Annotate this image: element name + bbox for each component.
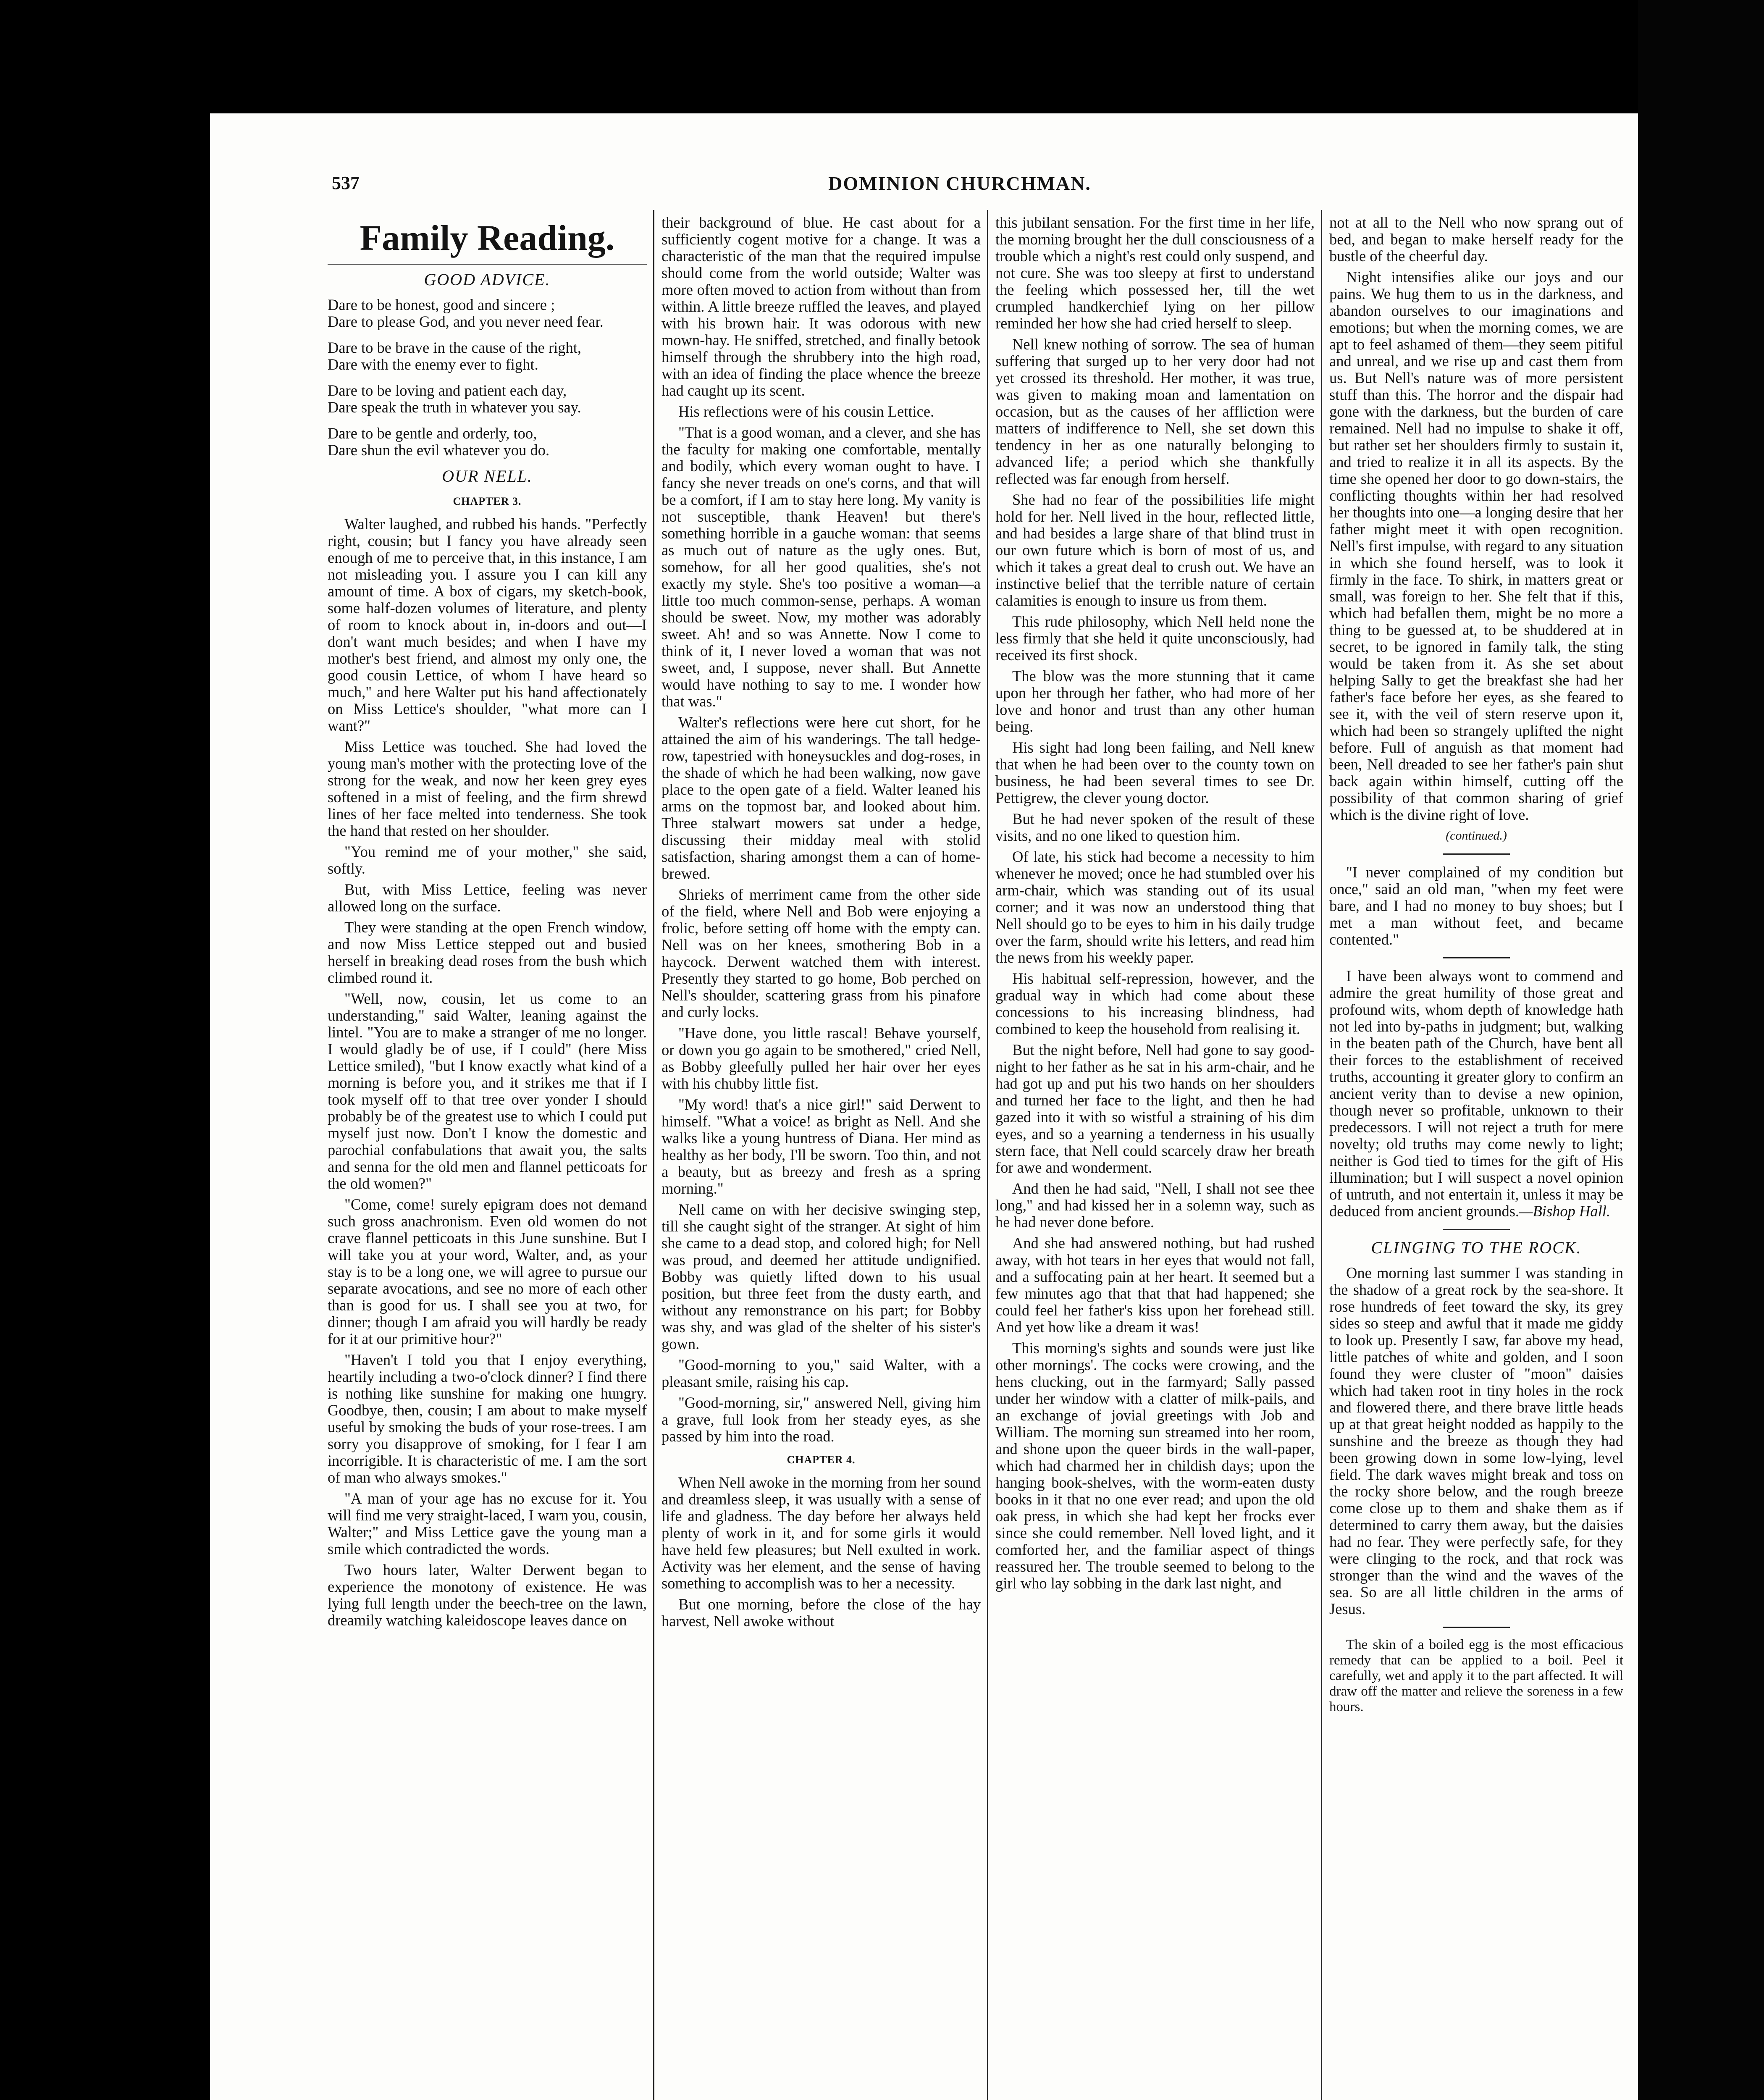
- paragraph: Miss Lettice was touched. She had loved the young man's mother with the protecting love of the strong for the weak, and now her keen grey eyes softened in a mist of feeling, and the firm shrewd lines of her face melted into tenderness. She took the hand that rested on her shoulder.: [328, 738, 647, 839]
- poem: [328, 297, 647, 459]
- paragraph: this jubilant sensation. For the first time in her life, the morning brought her the dull consciousness of a trouble which a night's rest could only suspend, and not cure. She was too sleepy at first to understand the feeling which possessed her, till the wet crumpled handkerchief lying on her pillow reminded her how she had cried herself to sleep.: [995, 214, 1315, 332]
- paragraph: Two hours later, Walter Derwent began to experience the monotony of existence. He was lying full length under the beech-tree on the lawn, dreamily watching kaleidoscope leaves dance on: [328, 1561, 647, 1629]
- paragraph: Shrieks of merriment came from the other side of the field, where Nell and Bob were enjoying a frolic, before setting off home with the empty can. Nell was on her knees, smothering Bob in a haycock. Derwent watched them with interest. Presently they started to go home, Bob perched on Nell's shoulder, scattering grass from his pinafore and curly locks.: [662, 886, 981, 1021]
- paragraph: But the night before, Nell had gone to say good-night to her father as he sat in his arm-chair, and he had got up and put his two hands on her shoulders and turned her face to the light, and then he had gazed into it with so wistful a straining of his dim eyes, and so a yearning a tenderness in his usually stern face, that Nell could scarcely draw her breath for awe and wonderment.: [995, 1041, 1315, 1176]
- paragraph: "My word! that's a nice girl!" said Derwent to himself. "What a voice! as bright as Nell. And she walks like a young huntress of Diana. Her mind as healthy as her body, I'll be sworn. Too thin, and not a beauty, but as breezy and fresh as a spring morning.": [662, 1096, 981, 1197]
- paragraph: "Good-morning, sir," answered Nell, giving him a grave, full look from her steady eyes, as she passed by him into the road.: [662, 1394, 981, 1445]
- paragraph: Of late, his stick had become a necessity to him whenever he moved; once he had stumbled over his arm-chair, which was standing out of its usual corner; and it was now an understood thing that Nell should go to be eyes to him in his daily trudge over the farm, should write his letters, and read him the news from his weekly paper.: [995, 848, 1315, 966]
- paragraph: Walter laughed, and rubbed his hands. "Perfectly right, cousin; but I fancy you have already seen enough of me to perceive that, in this instance, I am not misleading you. I assure you I can kill any amount of time. A box of cigars, my sketch-book, some half-dozen volumes of literature, and plenty of room to knock about in, in-doors and out—I don't want much besides; and when I have my mother's best friend, and almost my only one, the good cousin Lettice, of whom I have heard so much," and here Walter put his hand affectionately on Miss Lettice's shoulder, "what more can I want?": [328, 515, 647, 734]
- column-2: [662, 214, 981, 2100]
- column-rule: [1321, 210, 1322, 2100]
- column-3: [995, 214, 1315, 2100]
- paragraph: But, with Miss Lettice, feeling was never allowed long on the surface.: [328, 881, 647, 915]
- paragraph: Nell knew nothing of sorrow. The sea of human suffering that surged up to her very door had not yet crossed its threshold. Her mother, it was true, was given to making moan and lamentation on occasion, but as the causes of her affliction were matters of indifference to Nell, she set down this tendency in her as one naturally belonging to advanced life; a period which she thankfully reflected was far enough from herself.: [995, 336, 1315, 487]
- paragraph: "You remind me of your mother," she said, softly.: [328, 843, 647, 877]
- paragraph: But one morning, before the close of the hay harvest, Nell awoke without: [662, 1596, 981, 1630]
- paragraph: And she had answered nothing, but had rushed away, with hot tears in her eyes that would not fall, and a suffocating pain at her heart. It seemed but a few minutes ago that that that had happened; she could feel her father's kiss upon her forehead still. And yet how like a dream it was!: [995, 1234, 1315, 1336]
- paragraph: "Good-morning to you," said Walter, with a pleasant smile, raising his cap.: [662, 1356, 981, 1390]
- paragraph: "Well, now, cousin, let us come to an understanding," said Walter, leaning against the lintel. "You are to make a stranger of me no longer. I would gladly be of use, if I could" (here Miss Lettice smiled), "but I know exactly what kind of a morning is before you, and it strikes me that if I took myself off to that tree over yonder I should probably be of the greatest use to which I could put myself just now. Don't I know the domestic and parochial confabulations that await you, the salts and senna for the old men and flannel petticoats for the old women?": [328, 990, 647, 1192]
- divider: [1443, 853, 1510, 855]
- column-1: [328, 214, 647, 2100]
- paragraph: The blow was the more stunning that it came upon her through her father, who had more of her love and honor and trust than any other human being.: [995, 667, 1315, 735]
- quote-text: I have been always wont to commend and admire the great humility of those great and profound wits, whom depth of knowledge hath not led into by-paths in judgment; but, walking in the beaten path of the Church, have bent all their forces to the establishment of received truths, accounting it greater glory to confirm an ancient verity than to devise a new opinion, though never so profitable, unknown to their predecessors. I will not reject a truth for mere novelty; old truths may come newly to light; neither is God tied to times for the gift of His illumination; but I will suspect a novel opinion of untruth, and not entertain it, unless it may be deduced from ancient grounds.: [1329, 967, 1623, 1220]
- quote-paragraph: [1329, 968, 1623, 1220]
- stanza: Dare to be gentle and orderly, too, Dare shun the evil whatever you do.: [328, 425, 550, 459]
- paragraph: When Nell awoke in the morning from her sound and dreamless sleep, it was usually with a sense of life and gladness. The day before her always held plenty of work in it, and for some girls it would have held few pleasures; but Nell exulted in work. Activity was her element, and the sense of having something to accomplish was to her a necessity.: [662, 1474, 981, 1592]
- household-note: The skin of a boiled egg is the most efficacious remedy that can be applied to a boil. Peel it carefully, wet and apply it to the part affected. It will draw off the matter and relieve the soreness in a few hours.: [1329, 1637, 1623, 1714]
- poem-heading: GOOD ADVICE.: [424, 270, 551, 289]
- divider: [1443, 957, 1510, 958]
- quote-author: —Bishop Hall.: [1519, 1202, 1611, 1220]
- paragraph: They were standing at the open French window, and now Miss Lettice stepped out and busied herself in breaking dead roses from the bush which climbed round it.: [328, 919, 647, 986]
- paragraph: His reflections were of his cousin Lettice.: [678, 403, 934, 420]
- paragraph: "Haven't I told you that I enjoy everything, heartily including a two-o'clock dinner? I find there is nothing like sunshine for making one hungry. Goodbye, then, cousin; I am about to make myself useful by smoking the buds of your rose-trees. I am sorry you disapprove of smoking, for I fear I am incorrigible. It is characteristic of me. I am the sort of man who always smokes.": [328, 1351, 647, 1486]
- paragraph: This morning's sights and sounds were just like other mornings'. The cocks were crowing, and the hens clucking, out in the farmyard; Sally passed under her window with a clatter of milk-pails, and an exchange of jovial greetings with Job and William. The morning sun streamed into her room, and shone upon the queer birds in the wall-paper, which had charmed her in childish days; upon the hanging book-shelves, with the worm-eaten dusty books in it that no one ever read; and upon the old oak press, in which she had kept her frocks ever since she could remember. Nell loved light, and it comforted her, and the familiar aspect of things reassured her. The trouble seemed to belong to the girl who lay sobbing in the dark last night, and: [995, 1339, 1315, 1592]
- paragraph: their background of blue. He cast about for a sufficiently cogent motive for a change. It was a characteristic of the man that the required impulse should come from the world outside; Walter was more often moved to action from without than from within. A little breeze ruffled the leaves, and played with his brown hair. It was odorous with new mown-hay. He sniffed, stretched, and finally betook himself through the shrubbery into the high road, with an idea of finding the place whence the breeze had caught up its scent.: [662, 214, 981, 399]
- paragraph: His sight had long been failing, and Nell knew that when he had been over to the county town on business, he had been several times to see Dr. Pettigrew, the clever young doctor.: [995, 739, 1315, 806]
- newspaper-page: [210, 113, 1638, 2100]
- paragraph: One morning last summer I was standing in the shadow of a great rock by the sea-shore. It rose hundreds of feet toward the sky, its grey sides so steep and awful that it made me giddy to look up. Presently I saw, far above my head, little patches of white and golden, and I soon found they were cluster of "moon" daisies which had taken root in tiny holes in the rock and flowered there, and there brave little heads up at that great height nodded as happily to the sunshine and the breeze as though they had been growing down in some low-lying, level field. The dark waves might break and toss on the rocky shore below, and the rough breeze come close up to them and shake them as if determined to carry them away, but the daisies had no fear. They were perfectly safe, for they were clinging to the rock, and that rock was stronger than the wind and the waves of the sea. So are all little children in the arms of Jesus.: [1329, 1264, 1623, 1617]
- paragraph: This rude philosophy, which Nell held none the less firmly that she held it quite unconsciously, had received its first shock.: [995, 613, 1315, 664]
- column-rule: [653, 210, 654, 2100]
- chapter-heading: CHAPTER 4.: [787, 1454, 856, 1466]
- divider: [1443, 1229, 1510, 1230]
- paragraph: She had no fear of the possibilities life might hold for her. Nell lived in the hour, reflected little, and had besides a large share of that blind trust in our own future which is born of most of us, and which it takes a great deal to crush out. We have an instinctive belief that the terrible nature of certain calamities is enough to insure us from them.: [995, 491, 1315, 609]
- paragraph: "Have done, you little rascal! Behave yourself, or down you go again to be smothered," cried Nell, as Bobby gleefully pulled her hair over her eyes with his chubby little fist.: [662, 1024, 981, 1092]
- paragraph: And then he had said, "Nell, I shall not see thee long," and had kissed her in a solemn way, such as he had never done before.: [995, 1180, 1315, 1231]
- page-header: [332, 164, 1588, 202]
- paragraph: Night intensifies alike our joys and our pains. We hug them to us in the darkness, and abandon ourselves to our imaginations and emotions; but when the morning comes, we are apt to feel ashamed of them—they seem pitiful and unreal, and we rise up and cast them from us. But Nell's nature was of more persistent stuff than this. The horror and the dispair had gone with the darkness, but the burden of care remained. Nell had no impulse to shake it off, but rather set her shoulders firmly to sustain it, and tried to realize it in all its aspects. By the time she opened her door to go down-stairs, the conflicting thoughts within her had resolved her thoughts into one—a longing desire that her father might meet it with open recognition. Nell's first impulse, with regard to any situation in which she found herself, was to look it firmly in the face. To shirk, in matters great or small, was foreign to her. She felt that if this, which had befallen them, might be no more a thing to be guessed at, to be shuddered at in secret, to be ignored in family talk, the sting would be taken from it. As she set about helping Sally to get the breakfast she had her father's face before her eyes, as she feared to see it, with the veil of stern reserve upon it, which had been so strangely uplifted the night before. Full of anguish as that moment had been, Nell dreaded to see her father's pain shut back again within himself, cutting off the possibility of that common sharing of grief which is the divine right of love.: [1329, 268, 1623, 823]
- publication-title: DOMINION CHURCHMAN.: [828, 173, 1091, 194]
- paragraph: But he had never spoken of the result of these visits, and no one liked to question him.: [995, 810, 1315, 844]
- story-heading: OUR NELL.: [442, 467, 533, 486]
- chapter-heading: CHAPTER 3.: [453, 495, 522, 507]
- left-gutter: [0, 0, 210, 2100]
- paragraph: not at all to the Nell who now sprang out of bed, and began to make herself ready for the bustle of the cheerful day.: [1329, 214, 1623, 265]
- paragraph: "That is a good woman, and a clever, and she has the faculty for making one comfortable, mentally and bodily, which every woman ought to have. I fancy she never treads on one's corns, and that will be a comfort, if I am to stay here long. My vanity is not susceptible, thank Heaven! but there's something horrible in a gauche woman: that seems as much out of nature as the ugly ones. But, somehow, for all her good qualities, she's not exactly my style. She's too positive a woman—a little too much common-sense, perhaps. A woman should be sweet. Now, my mother was adorably sweet. Ah! and so was Annette. Now I come to think of it, I never loved a woman that was not sweet, and, I suppose, never shall. But Annette would have nothing to say to me. I wonder how that was.": [662, 424, 981, 710]
- paragraph: "A man of your age has no excuse for it. You will find me very straight-laced, I warn you, cousin, Walter;" and Miss Lettice gave the young man a smile which contradicted the words.: [328, 1490, 647, 1557]
- paragraph: His habitual self-repression, however, and the gradual way in which had come about these concessions to his increasing blindness, had combined to keep the household from realising it.: [995, 970, 1315, 1037]
- paragraph: Walter's reflections were here cut short, for he attained the aim of his wanderings. The tall hedge-row, tapestried with honeysuckles and dog-roses, in the shade of which he had been walking, now gave place to the open gate of a field. Walter leaned his arms on the topmost bar, and looked about him. Three stalwart mowers sat under a hedge, discussing their midday meal with stolid satisfaction, sharing amongst them a can of home-brewed.: [662, 714, 981, 882]
- paragraph: Nell came on with her decisive swinging step, till she caught sight of the stranger. At sight of him she came to a dead stop, and colored high; for Nell was proud, and deemed her attitude undignified. Bobby was quietly lifted down to his usual position, but three feet from the dusty earth, and without any remonstrance on his part; for Bobby was shy, and was glad of the shelter of his sister's gown.: [662, 1201, 981, 1352]
- article-heading: CLINGING TO THE ROCK.: [1371, 1238, 1582, 1257]
- continued-note: (continued.): [1446, 829, 1507, 843]
- section-masthead: Family Reading.: [328, 217, 647, 265]
- divider: [1443, 1627, 1510, 1628]
- column-4: [1329, 214, 1623, 2100]
- right-binding: [1638, 0, 1764, 2100]
- stanza: Dare to be brave in the cause of the right, Dare with the enemy ever to fight.: [328, 339, 582, 373]
- paragraph: "Come, come! surely epigram does not demand such gross anachronism. Even old women do not crave flannel petticoats in this June sunshine. But I will take you at your word, Walter, and, as your stay is to be a long one, we will agree to pursue our separate avocations, and see no more of each other than is good for us. I shall see you at two, for dinner; though I am afraid you will hardly be ready for it at our primitive hour?": [328, 1196, 647, 1347]
- stanza: Dare to be honest, good and sincere ; Dare to please God, and you never need fear.: [328, 296, 604, 330]
- stanza: Dare to be loving and patient each day, Dare speak the truth in whatever you say.: [328, 382, 581, 416]
- page-number: 537: [332, 173, 360, 193]
- quote-paragraph: "I never complained of my condition but once," said an old man, "when my feet were bare, and I had no money to buy shoes; but I met a man without feet, and became contented.": [1329, 864, 1623, 948]
- column-rule: [987, 210, 988, 2100]
